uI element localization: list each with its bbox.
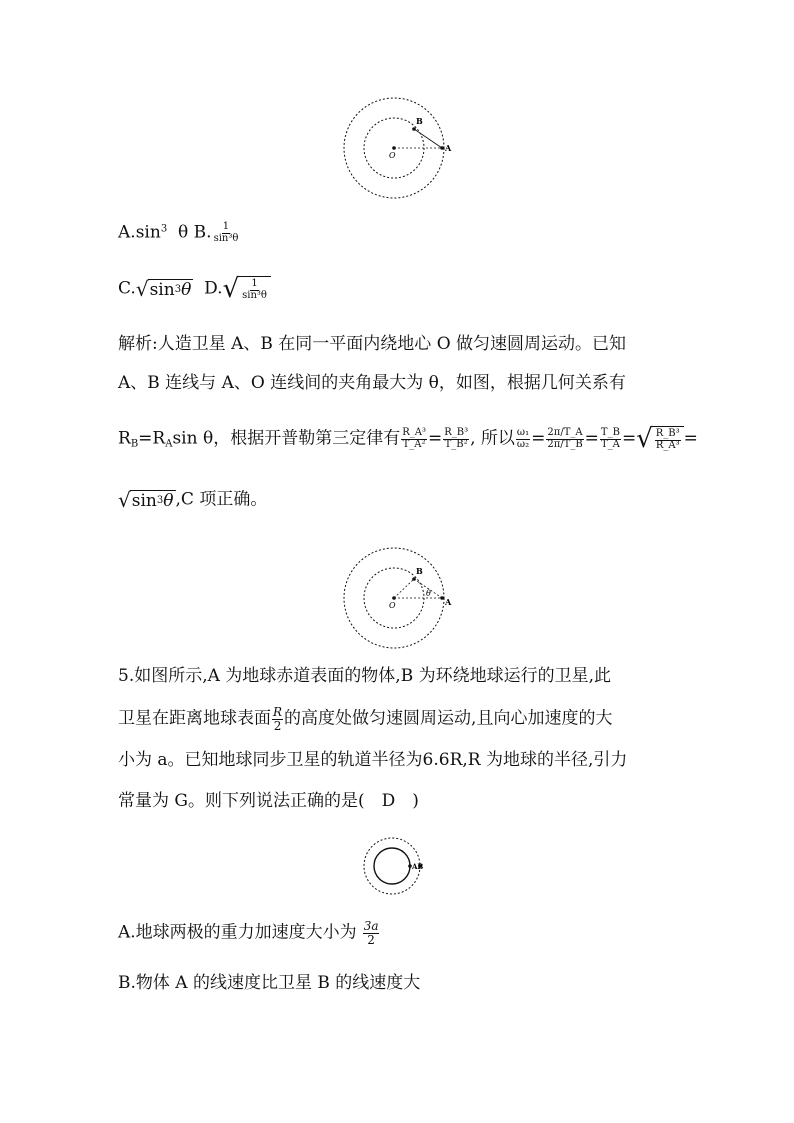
analysis-line-4: √ sin 3 θ ,C 项正确。 bbox=[118, 488, 268, 512]
option-a-theta: θ bbox=[178, 222, 189, 243]
kepler-fraction-b: $\frac{\text{R\_B³}}{\text{T\_B²}}$ bbox=[444, 427, 469, 450]
option-c-prefix: C. bbox=[118, 278, 136, 299]
result-sqrt: √ sin 3 θ bbox=[118, 488, 174, 512]
option-d-prefix: D. bbox=[204, 278, 223, 299]
q5-fraction: $\frac{R}{2}$ bbox=[273, 705, 283, 733]
fig1-label-a: A bbox=[445, 143, 452, 153]
q5-line-3: 小为 a。已知地球同步卫星的轨道半径为6.6R,R 为地球的半径,引力 bbox=[118, 750, 628, 770]
fig1-label-o: O bbox=[389, 151, 396, 160]
q5-option-a: A.地球两极的重力加速度大小为 $\frac{3a}{2}$ bbox=[118, 919, 379, 947]
analysis-line-2: A、B 连线与 A、O 连线间的夹角最大为 θ，如图，根据几何关系有 bbox=[118, 373, 626, 393]
option-a-text: sin bbox=[135, 222, 161, 243]
earth-satellite-figure bbox=[362, 835, 434, 897]
option-b-fraction: $\frac{1}{\text{sin³θ}}$ bbox=[213, 221, 239, 244]
q5-option-b: B.物体 A 的线速度比卫星 B 的线速度大 bbox=[118, 973, 421, 993]
q5-line-2: 卫星在距离地球表面 $\frac{R}{2}$ 的高度处做匀速圆周运动,且向心加速度的大 bbox=[118, 705, 613, 733]
omega-ratio: $\frac{\text{ω₁}}{\text{ω₂}}$ bbox=[516, 427, 530, 450]
fig1-label-b: B bbox=[416, 116, 423, 126]
analysis-line-1: 解析:人造卫星 A、B 在同一平面内绕地心 O 做匀速圆周运动。已知 bbox=[118, 334, 627, 354]
fig2-label-o: O bbox=[389, 601, 396, 610]
fig2-label-theta: θ bbox=[426, 589, 431, 598]
option-b-prefix: B. bbox=[193, 222, 212, 243]
orbit-figure-1 bbox=[338, 96, 458, 200]
q4-options-ab bbox=[118, 222, 240, 244]
q5-option-a-fraction: $\frac{3a}{2}$ bbox=[363, 919, 379, 947]
analysis-line-3: $R_B=R_A\sin$ θ，根据开普勒第三定律有 $\frac{\text{R\_A³}}{\text{T\_A²}}$ = $\frac{\text{R\_B³}}{\text{T\_B²}}$ , 所以 $\frac{\text{ω₁}}{\text{ω₂}}$ = $\frac{2\pi/T\_A}{2\pi/T\_B}$ = $\frac{T\_B}{T\_A}$ = √ $\frac{\text{R\_B³}}{\text{R\_A³}}$ = bbox=[118, 424, 698, 454]
orbit-figure-2 bbox=[338, 546, 458, 650]
period-ratio: $\frac{T\_B}{T\_A}$ bbox=[600, 427, 620, 450]
kepler-fraction-a: $\frac{\text{R\_A³}}{\text{T\_A²}}$ bbox=[402, 427, 426, 450]
option-a-prefix: A. bbox=[118, 222, 136, 243]
period-ratio-expanded: $\frac{2\pi/T\_A}{2\pi/T\_B}$ bbox=[547, 427, 583, 450]
q5-line-1: 5.如图所示,A 为地球赤道表面的物体,B 为环绕地球运行的卫星,此 bbox=[118, 666, 612, 686]
option-d-sqrt: √ $\frac{1}{\text{sin³θ}}$ bbox=[223, 276, 271, 302]
option-c-sqrt: √ sin 3 θ bbox=[135, 277, 192, 301]
option-a-exp: 3 bbox=[160, 223, 168, 235]
q5-line-4: 常量为 G。则下列说法正确的是( D ) bbox=[118, 791, 419, 811]
radius-ratio-sqrt: √ $\frac{\text{R\_B³}}{\text{R\_A³}}$ bbox=[636, 426, 683, 452]
q4-options-cd bbox=[118, 276, 271, 302]
fig2-label-a: A bbox=[445, 597, 452, 607]
fig2-label-b: B bbox=[416, 566, 423, 576]
fig3-label-ab: AB bbox=[412, 862, 424, 871]
